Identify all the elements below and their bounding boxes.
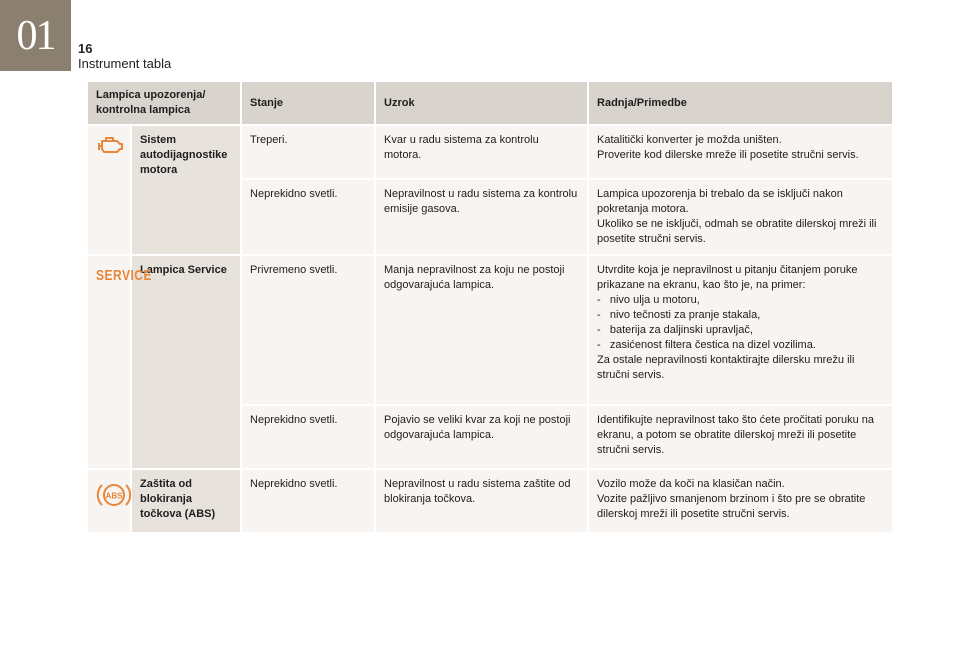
chapter-tab xyxy=(0,0,71,71)
action-bullet: - nivo ulja u motoru, xyxy=(597,294,700,306)
state-cell: Treperi. xyxy=(241,125,375,179)
action-line: Identifikujte nepravilnost tako što ćete pročitati poruku na ekranu, a potom se obratite dilerskoj mreži ili posetite stručni servis. xyxy=(597,414,875,456)
action-bullet: - zasićenost filtera čestica na dizel vozilima. xyxy=(597,339,816,351)
lamp-name-abs: Zaštita od blokiranja točkova (ABS) xyxy=(131,469,241,533)
cause-cell: Nepravilnost u radu sistema zaštite od blokiranja točkova. xyxy=(375,469,588,533)
state-cell: Neprekidno svetli. xyxy=(241,469,375,533)
action-cell xyxy=(588,255,893,405)
action-cell xyxy=(588,179,893,255)
action-line: Proverite kod dilerske mreže ili posetite stručni servis. xyxy=(597,149,859,161)
section-title: Instrument tabla xyxy=(78,56,172,71)
abs-icon xyxy=(96,480,122,510)
abs-icon-cell xyxy=(87,469,131,533)
chapter-number: 01 xyxy=(16,12,55,59)
state-cell: Neprekidno svetli. xyxy=(241,405,375,469)
action-intro: Utvrdite koja je nepravilnost u pitanju čitanjem poruke prikazane na ekranu, kao što je, na primer: xyxy=(597,264,858,291)
action-line: Ukoliko se ne isključi, odmah se obratite dilerskoj mreži ili posetite stručni servis. xyxy=(597,218,877,245)
action-line: Katalitički konverter je možda uništen. xyxy=(597,134,782,146)
action-cell xyxy=(588,405,893,469)
engine-check-icon xyxy=(96,136,122,154)
action-cell xyxy=(588,469,893,533)
cause-cell: Pojavio se veliki kvar za koji ne postoji odgovarajuća lampica. xyxy=(375,405,588,469)
action-line: Vozite pažljivo smanjenom brzinom i što pre se obratite dilerskoj mreži ili posetite stručni servis. xyxy=(597,493,866,520)
cause-cell: Kvar u radu sistema za kontrolu motora. xyxy=(375,125,588,179)
table-row xyxy=(87,469,893,533)
engine-icon-cell xyxy=(87,125,131,255)
table-row xyxy=(87,125,893,179)
column-header-lamp: Lampica upozorenja/ kontrolna lampica xyxy=(87,81,241,125)
action-outro: Za ostale nepravilnosti kontaktirajte dilersku mrežu ili stručni servis. xyxy=(597,354,855,381)
column-header-action: Radnja/Primedbe xyxy=(588,81,893,125)
action-line: Vozilo može da koči na klasičan način. xyxy=(597,478,785,490)
lamp-name-service: Lampica Service xyxy=(131,255,241,469)
action-cell xyxy=(588,125,893,179)
column-header-cause: Uzrok xyxy=(375,81,588,125)
action-bullet: - nivo tečnosti za pranje stakala, xyxy=(597,309,761,321)
service-icon-cell xyxy=(87,255,152,469)
column-header-state: Stanje xyxy=(241,81,375,125)
svg-text:ABS: ABS xyxy=(105,491,123,501)
cause-cell: Manja nepravilnost za koju ne postoji odgovarajuća lampica. xyxy=(375,255,588,405)
table-header-row xyxy=(87,81,893,125)
state-cell: Neprekidno svetli. xyxy=(241,179,375,255)
cause-cell: Nepravilnost u radu sistema za kontrolu emisije gasova. xyxy=(375,179,588,255)
page-number: 16 xyxy=(78,41,93,56)
table-row xyxy=(87,255,893,405)
service-icon: SERVICE xyxy=(96,266,152,284)
lamp-name-engine: Sistem autodijagnostike motora xyxy=(131,125,241,255)
state-cell: Privremeno svetli. xyxy=(241,255,375,405)
action-line: Lampica upozorenja bi trebalo da se isključi nakon pokretanja motora. xyxy=(597,188,843,215)
action-bullet: - baterija za daljinski upravljač, xyxy=(597,324,753,336)
warning-lamps-table xyxy=(86,80,894,534)
